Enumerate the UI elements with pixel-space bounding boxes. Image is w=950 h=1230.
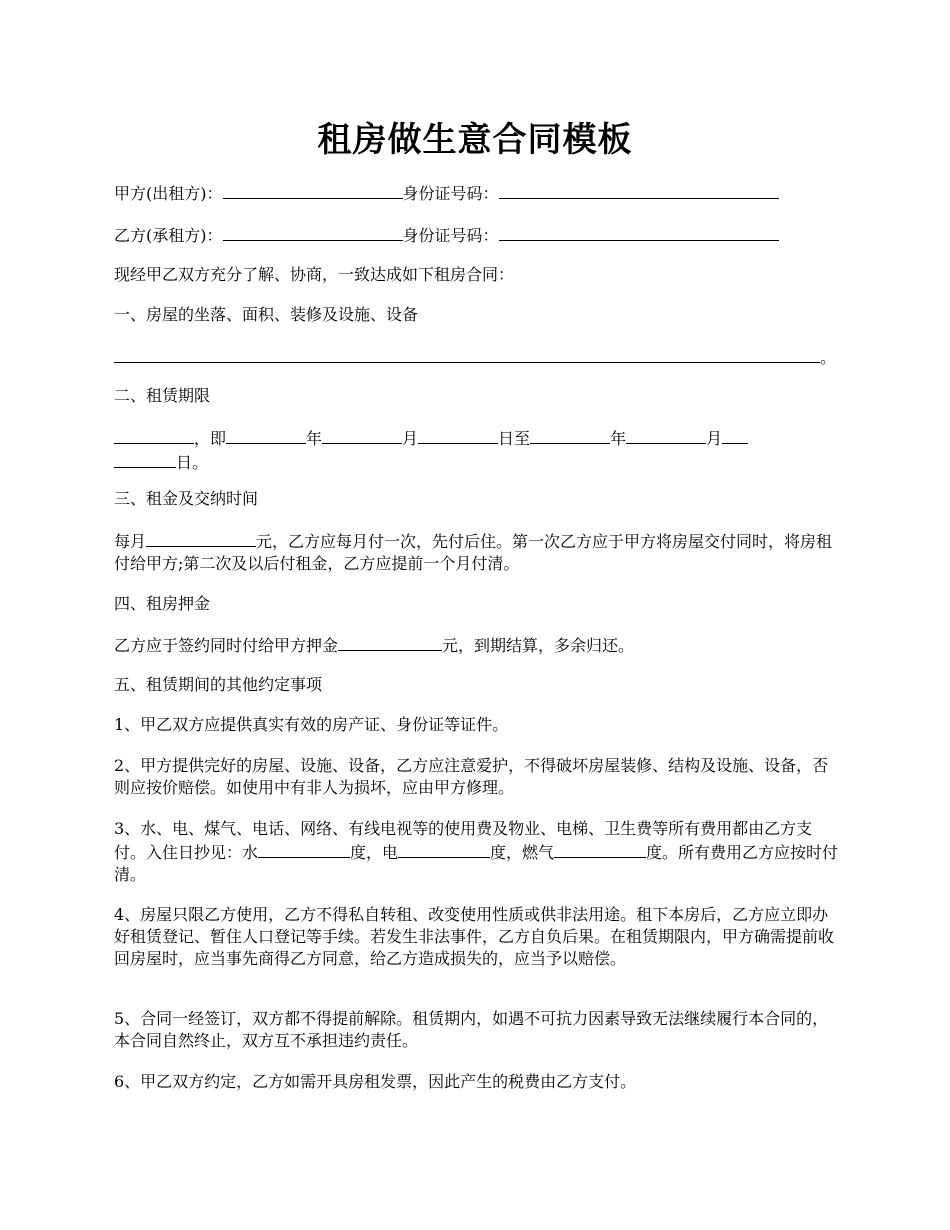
start-month-blank (322, 426, 402, 444)
clause-6: 6、甲乙双方约定，乙方如需开具房租发票，因此产生的税费由乙方支付。 (114, 1072, 637, 1091)
clause-3-text-b: 度，电 (350, 843, 399, 862)
clause-4: 4、房屋只限乙方使用，乙方不得私自转租、改变使用性质或供非法用途。租下本房后，乙方应立即办好租赁登记、暂住人口登记等手续。若发生非法事件，乙方自负后果。在租赁期限内，甲方确需提前收回房屋时，应当事先商得乙方同意，给乙方造成损失的，应当予以赔偿。 (114, 905, 835, 968)
clause-3-text-d: 度。所有费用乙方应按时付清。 (114, 843, 839, 884)
document-title: 租房做生意合同模板 (317, 120, 633, 160)
clause-3-text-c: 度，燃气 (490, 843, 555, 862)
clause-2: 2、甲方提供完好的房屋、设施、设备，乙方应注意爱护，不得破坏房屋装修、结构及设施、设备，否则应按价赔偿。如使用中有非人为损坏，应由甲方修理。 (114, 756, 829, 797)
deposit-suffix: 元，到期结算，多余归还。 (442, 636, 635, 655)
deposit-amount-blank (338, 633, 442, 651)
rent-payment-text (114, 529, 840, 575)
deposit-text (114, 633, 840, 657)
start-day-blank (418, 426, 498, 444)
deposit-prefix: 乙方应于签约同时付给甲方押金 (114, 636, 339, 655)
clause-1: 1、甲乙双方应提供真实有效的房产证、身份证等证件。 (114, 715, 509, 734)
section-5-heading: 五、租赁期间的其他约定事项 (114, 675, 323, 694)
lease-ji: ，即 (194, 429, 227, 448)
end-month-label: 月 (706, 429, 723, 448)
rent-prefix: 每月 (114, 532, 147, 551)
electricity-reading-blank (398, 840, 490, 858)
end-day-label: 日。 (176, 453, 209, 472)
section-1-heading: 一、房屋的坐落、面积、装修及设施、设备 (114, 305, 419, 324)
start-year-label: 年 (306, 429, 323, 448)
party-a-line (114, 181, 840, 205)
party-a-id-label: 身份证号码： (402, 184, 499, 203)
water-reading-blank (258, 840, 350, 858)
end-year-label: 年 (610, 429, 627, 448)
section-4-heading: 四、租房押金 (114, 594, 211, 613)
address-blank (114, 345, 820, 363)
lease-duration-blank (114, 426, 194, 444)
rent-terms: 元，乙方应每月付一次，先付后住。第一次乙方应于甲方将房屋交付同时，将房租付给甲方;第二次及以后付租金，乙方应提前一个月付清。 (114, 532, 833, 573)
start-month-label: 月 (402, 429, 419, 448)
party-a-id-blank (499, 181, 779, 199)
party-b-label: 乙方(承租方)： (114, 226, 223, 245)
party-b-id-blank (499, 223, 779, 241)
end-year-blank (530, 426, 610, 444)
end-day-blank-part1 (722, 426, 748, 444)
end-month-blank (626, 426, 706, 444)
monthly-rent-blank (146, 529, 256, 547)
lease-term-text (114, 426, 840, 474)
party-b-id-label: 身份证号码： (402, 226, 499, 245)
clause-3 (114, 818, 840, 886)
start-year-blank (226, 426, 306, 444)
section-2-heading: 二、租赁期限 (114, 386, 211, 405)
party-a-name-blank (223, 181, 403, 199)
clause-5: 5、合同一经签订，双方都不得提前解除。租赁期内，如遇不可抗力因素导致无法继续履行本合同的，本合同自然终止，双方互不承担违约责任。 (114, 1009, 829, 1050)
section-1-address-line (114, 345, 840, 369)
party-b-name-blank (223, 223, 403, 241)
party-a-label: 甲方(出租方)： (114, 184, 223, 203)
clause-3-text-a: 3、水、电、煤气、电话、网络、有线电视等的使用费及物业、电梯、卫生费等所有费用都由乙方支付。入住日抄见：水 (114, 819, 813, 862)
gas-reading-blank (554, 840, 646, 858)
start-day-to-label: 日至 (498, 429, 531, 448)
section-3-heading: 三、租金及交纳时间 (114, 489, 259, 508)
address-end-punct: 。 (820, 348, 837, 367)
intro-text: 现经甲乙双方充分了解、协商，一致达成如下租房合同： (114, 265, 515, 284)
party-b-line (114, 223, 840, 247)
end-day-blank-part2 (114, 450, 176, 468)
